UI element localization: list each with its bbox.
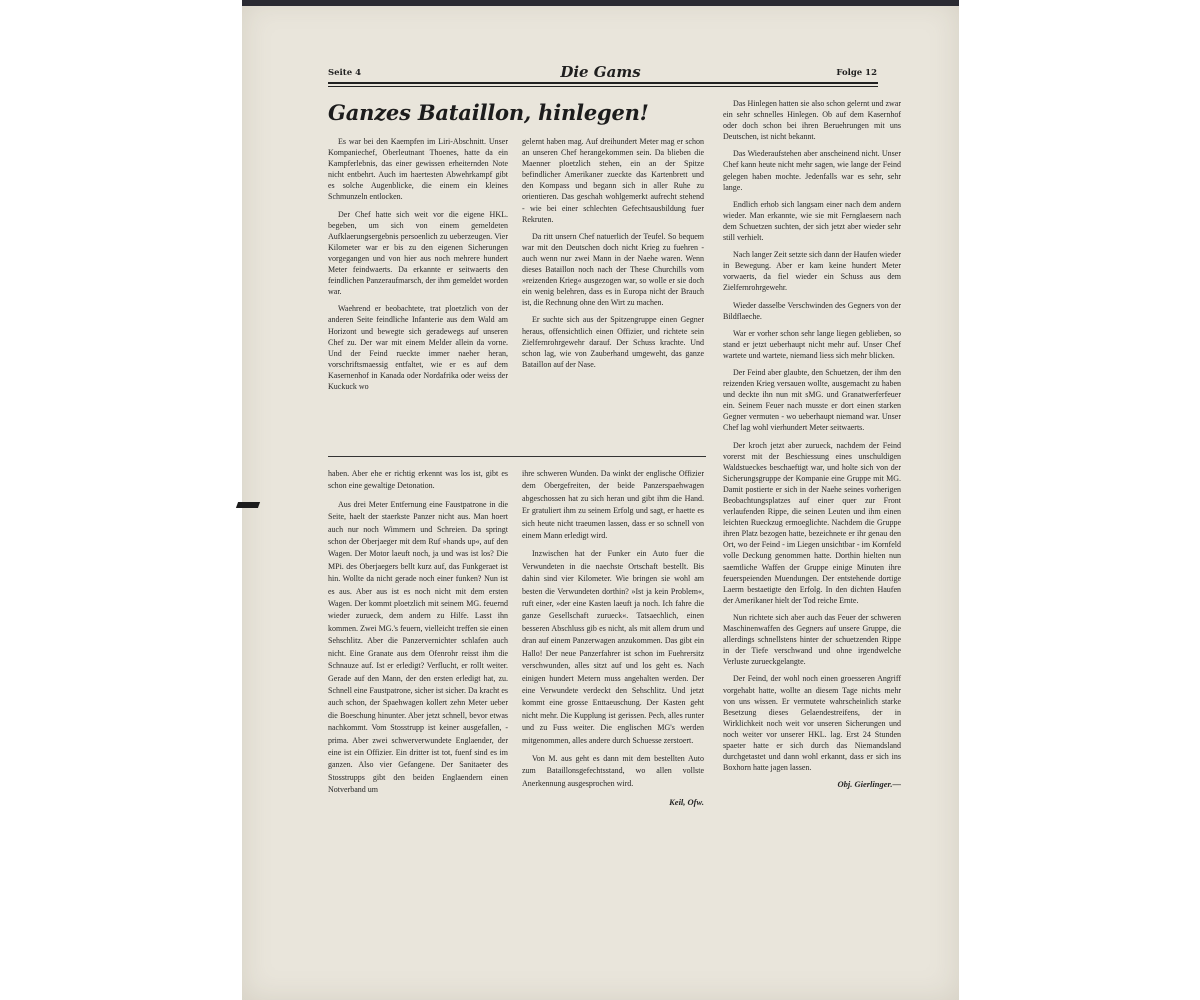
issue-number: Folge 12 [836,68,877,78]
binding-mark [236,502,260,508]
page-number: Seite 4 [328,68,361,78]
paragraph: Der kroch jetzt aber zurueck, nachdem der Feind vorerst mit der Beschiessung eines unschuldigen Waldstueckes beschaeftigt war, und holte sich von der Sicherungsgruppe der Kompanie eine Gruppe mit MG. Damit postierte er sich in der Naehe seines vorherigen Beobachtungsplatzes auf einer quer zur Front verlaufenden Rippe, die seinen Leuten und ihm einen leichten Rueckzug ermoeglichte. Nachdem die Gruppe ihren Platz bezogen hatte, bezeichnete er ihr genau den Ort, wo der Feind - im Liegen unsichtbar - im Kornfeld volle Deckung genommen hatte. Dorthin hielten nun saemtliche Waffen der Gruppe einige Minuten ihre feuerspeienden Muendungen. Der entstehende dortige Laerm bestaetigte den Erfolg. In den dichten Haufen der Amerikaner hielt der Tod reiche Ernte. [723,440,901,605]
paragraph: Der Feind aber glaubte, den Schuetzen, der ihm den reizenden Krieg versauen wollte, ausgemacht zu haben und deckte ihn nun mit sMG. und Granatwerferfeuer ein. Seinem Feuer nach musste er dort einen starken Gegner vermuten - wo ueberhaupt niemand war. Unser Chef lag wohl vierhundert Meter seitwaerts. [723,367,901,433]
paragraph: gelernt haben mag. Auf dreihundert Meter mag er schon an unseren Chef herangekommen sein. Da blieben die Maenner ploetzlich stehen, ein an der Spitze befindlicher Amerikaner zueckte das Kartenbrett und den Kompass und begann sich in aller Ruhe zu orientieren. Das geschah wohlgemerkt aufrecht stehend - wie bei einer schlechten Gefechtsausbildung fuer Rekruten. [522,137,704,224]
paragraph: Das Hinlegen hatten sie also schon gelernt und zwar ein sehr schnelles Hinlegen. Ob auf dem Kasernhof oder doch schon bei ihren Beruehrungen mit uns Deutschen, ist nicht bekannt. [723,99,901,142]
paragraph: Es war bei den Kaempfen im Liri-Abschnitt. Unser Kompaniechef, Oberleutnant Thoenes, hatte da ein Kampferlebnis, das einer gewissen erheiternden Note nicht entbehrt. Auch im haertesten Abwehrkampf gibt es solche Augenblicke, die einem ein kleines Schmunzeln entlocken. [328,137,508,202]
author-signature: Obj. Gierlinger.— [837,779,901,790]
paragraph: Endlich erhob sich langsam einer nach dem andern wieder. Man erkannte, wie sie mit Fernglaesern nach dem Schuetzen suchten, der sich jetzt aber wieder sehr still verhielt. [723,199,901,243]
header-rule [328,82,878,84]
paragraph: Der Chef hatte sich weit vor die eigene HKL. begeben, um sich von einem gemeldeten Aufklaerungsergebnis persoenlich zu ueberzeugen. Vier Kilometer war er bis zu den eigenen Sicherungen vorgegangen und von hier aus noch mehrere hundert Meter feindwaerts. Da erkannte er seitwaerts den feindlichen Panzeraufmarsch, der ihm gemeldet worden war. [328,209,508,297]
paragraph: Er suchte sich aus der Spitzengruppe einen Gegner heraus, offensichtlich einen Offizier, und richtete sein Zielfernrohrgewehr darauf. Der Schuss krachte. Und schon lag, wie von Zauberhand umgeweht, das ganze Bataillon auf der Nase. [522,315,704,369]
paragraph: Inzwischen hat der Funker ein Auto fuer die Verwundeten in die naechste Ortschaft bestellt. Bis dahin sind vier Kilometer. Wie bringen sie wohl am besten die Verwundeten dorthin? »Ist ja kein Problem«, ruft einer, »der eine Kasten laeuft ja noch. Ich fahre die ganze Gesellschaft zurueck«. Tatsaechlich, einen besseren Abschluss gib es nicht, als mit allem drum und dran auf einem Panzerwagen anzukommen. Das gibt ein Hallo! Der neue Panzerfahrer ist schon im Fuehrersitz verschwunden, alles sitzt auf und los geht es. Nach einigen hundert Metern muss angehalten werden. Der eine Verwundete verdeckt den Sehschlitz. Und jetzt kommt eine grosse Enttaeuschung. Der Kasten geht nicht mehr. Die Kupplung ist gerissen. Pech, alles runter und zu Fuss weiter. Die englischen MG's werden mitgenommen, alles andere durch Schuesse zerstoert. [522,549,704,745]
paragraph: Nun richtete sich aber auch das Feuer der schweren Maschinenwaffen des Gegners auf unsere Gruppe, die allerdings schnellstens hinter der schuetzenden Rippe in der Tiefe verschwand und ohne irgendwelche Verluste zurueckgelangte. [723,612,901,667]
section-divider [328,456,706,457]
story2-column-1 [328,468,508,803]
story2-column-2 [522,468,704,809]
author-signature: Keil, Ofw. [669,797,704,808]
paragraph: ihre schweren Wunden. Da winkt der englische Offizier dem Obergefreiten, der beide Panzerspaehwagen abgeschossen hat zu sich heran und gibt ihm die Hand. Er gratuliert ihm zu seinem Erfolg und sagt, er haette es sich heute nicht traeumen lassen, dass er so schnell von einem Mann erledigt wird. [522,469,704,541]
paragraph: Wieder dasselbe Verschwinden des Gegners von der Bildflaeche. [723,300,901,321]
newspaper-page [242,0,959,1000]
article-title: Ganzes Bataillon, hinlegen! [328,100,649,125]
article-column-2 [522,136,704,376]
masthead: Die Gams [560,63,641,81]
paragraph: Da ritt unsern Chef natuerlich der Teufel. So bequem war mit den Deutschen doch nicht Krieg zu fuehren - auch wenn nur zwei Mann in der Naehe waren. Wenn dieses Bataillon noch nach der These Churchills vom »reizenden Krieg« ausgezogen war, so wolle er sie doch ein wenig belehren, dass es in Europa nicht der Brauch ist, die Rechnung ohne den Wirt zu machen. [522,231,704,308]
paragraph: Der Feind, der wohl noch einen groesseren Angriff vorgehabt hatte, wollte an diesem Tage nichts mehr von uns wissen. Er vermutete wahrscheinlich starke Besetzung dieses Gelaendestreifens, der in Wirklichkeit noch weit vor unseren Sicherungen und noch weiter vor unserer HKL. lag. Erst 24 Stunden spaeter hatte er sich durch das Niemandsland durchgetastet und dann wohl erkannt, dass er sich ins Boxhorn hatte jagen lassen. [723,674,901,773]
paragraph: Waehrend er beobachtete, trat ploetzlich von der anderen Seite feindliche Infanterie aus dem Wald am Horizont und bewegte sich geradewegs auf unseren Chef zu. Der war mit einem Melder allein da vorne. Und der Feind rueckte immer naeher heran, vorschriftsmaessig entfaltet, wie er es auf dem Kasernenhof in Kanada oder Nordafrika oder weiss der Kuckuck wo [328,304,508,391]
paragraph: War er vorher schon sehr lange liegen geblieben, so stand er jetzt ueberhaupt nicht mehr auf. Unser Chef wartete und wartete, niemand liess sich mehr blicken. [723,328,901,360]
paragraph: Nach langer Zeit setzte sich dann der Haufen wieder in Bewegung. Aber er kam keine hundert Meter vorwaerts, da fiel wieder ein Schuss aus dem Zielfernrohrgewehr. [723,250,901,293]
paragraph: haben. Aber ehe er richtig erkennt was los ist, gibt es schon eine gewaltige Detonation. [328,469,508,491]
paragraph: Das Wiederaufstehen aber anscheinend nicht. Unser Chef kann heute nicht mehr sagen, wie lange der Feind gelegen haben mochte. Jedenfalls war es sehr, sehr lange. [723,149,901,192]
paragraph: Von M. aus geht es dann mit dem bestellten Auto zum Bataillonsgefechtsstand, wo allen vollste Anerkennung ausgesprochen wird. [522,753,704,788]
header-rule-thin [328,86,878,87]
paragraph: Aus drei Meter Entfernung eine Faustpatrone in die Seite, haelt der staerkste Panzer nicht aus. Man hoert auch nur noch Wimmern und Schreien. Da springt schon der Oberjaeger mit dem Ruf »hands up«, auf den Wagen. Der Motor laeuft noch, ja und was ist los? Die MPi. des Oberjaegers bellt kurz auf, das Funkgeraet ist hin. Wollte da nicht gerade noch einer funken? Nun ist es aus. Aber aus ist es noch nicht mit dem ersten Wagen. Der kommt ploetzlich mit seinem MG. feuernd wieder zurueck, dem andern zu Hilfe. Lasst ihn kommen. Zwei MG.'s feuern, vielleicht treffen sie einen Sehschlitz. Aber die Panzervernichter schlafen auch nicht. Eine Granate aus dem Ofenrohr reisst ihm die Schnauze auf. Ist er erledigt? Verflucht, er rollt weiter. Gerade auf den Mann, der den ersten erledigt hat, zu. Schnell eine Faustpatrone, sicher ist sicher. Da kracht es auch schon, der Spaehwagen kollert zehn Meter ueber die Boeschung hinunter. Aber jetzt schnell, bevor etwas nachkommt. Vom Stosstrupp ist keiner ausgefallen, - prima. Aber zwei schwerverwundete Englaender, der eine ist ein Offizier. Ein dritter ist tot, fuenf sind es im ganzen. Also vier Gefangene. Der Sanitaeter des Stosstrupps gibt den beiden Englaendern einen Notverband um [328,499,508,795]
top-edge [242,0,959,6]
article-column-3 [723,98,901,790]
article-column-1 [328,136,508,398]
